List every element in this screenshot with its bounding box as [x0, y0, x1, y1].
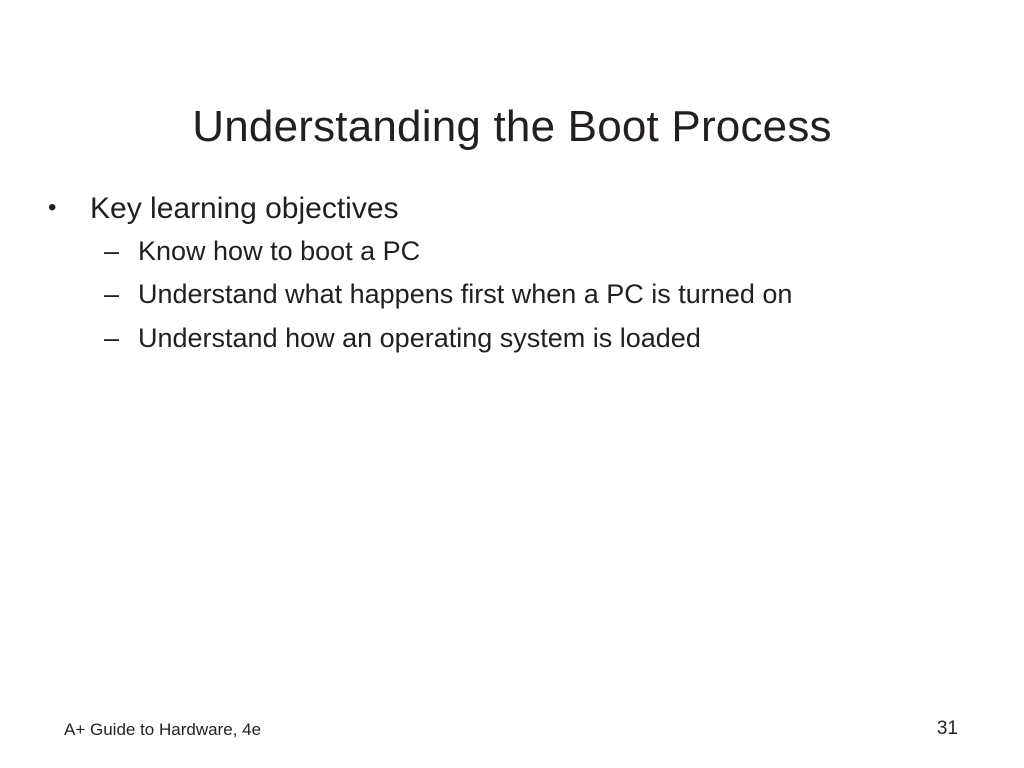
sub-list	[48, 234, 964, 355]
list-item	[48, 190, 964, 228]
list-item-label: Know how to boot a PC	[138, 236, 421, 267]
dash-marker-icon: –	[104, 236, 120, 267]
dash-marker-icon: –	[104, 322, 120, 353]
slide-body	[48, 190, 964, 364]
slide-footer: A+ Guide to Hardware, 4e	[64, 720, 262, 739]
list-item-label: Understand what happens first when a PC is turned on	[138, 279, 793, 310]
bullet-marker-icon: •	[48, 194, 57, 221]
dash-marker-icon: –	[104, 279, 120, 310]
page-number: 31	[936, 718, 958, 739]
list-item-label: Understand how an operating system is loaded	[138, 322, 701, 353]
page-title: Understanding the Boot Process	[192, 102, 832, 152]
list-item	[48, 277, 964, 312]
list-item	[48, 321, 964, 356]
list-item-label: Key learning objectives	[90, 192, 399, 225]
list-item	[48, 234, 964, 269]
